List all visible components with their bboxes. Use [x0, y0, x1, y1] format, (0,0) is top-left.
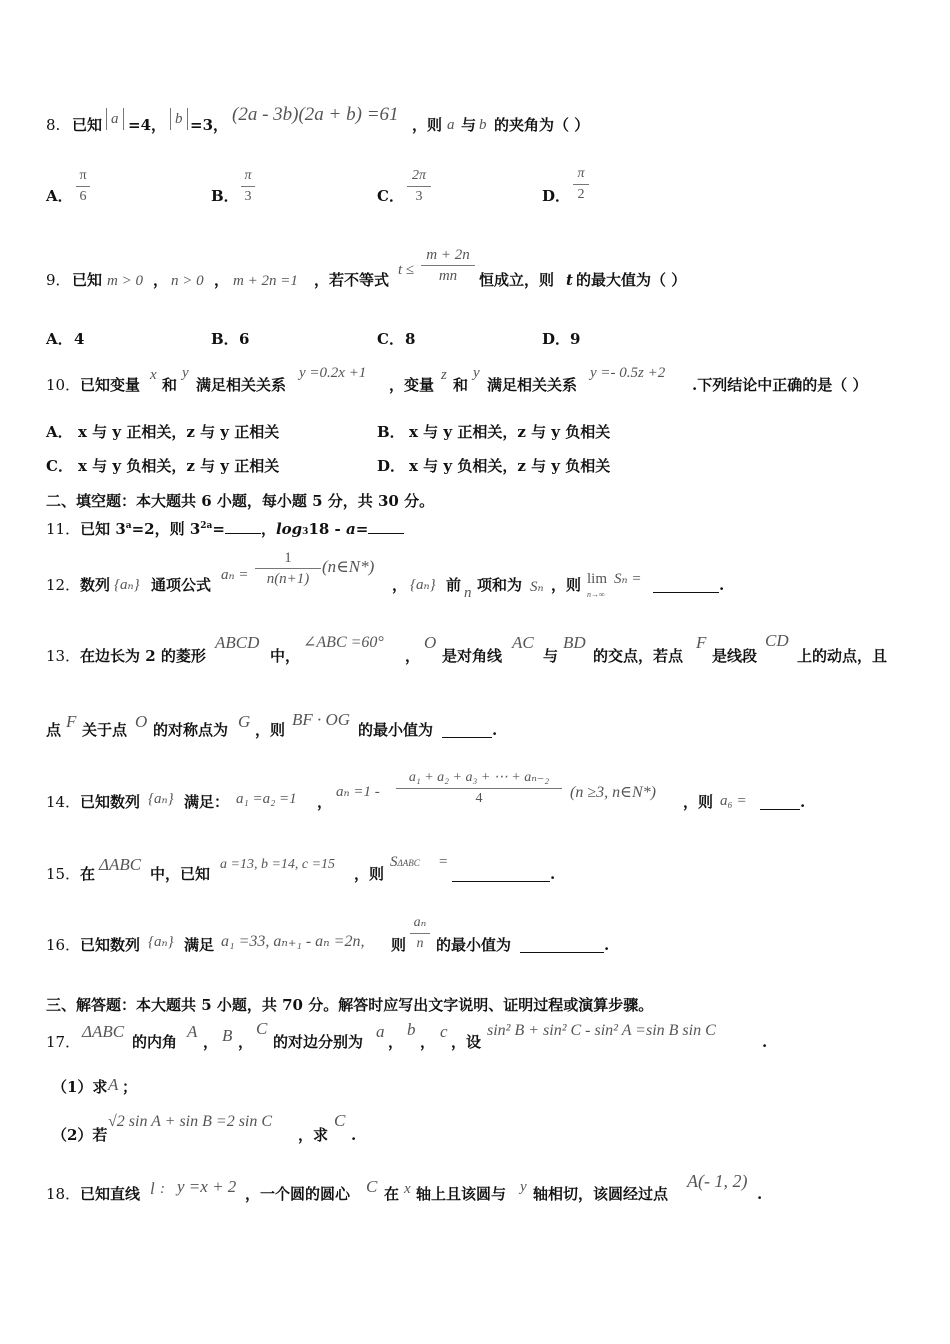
q13-O2: O [135, 712, 148, 731]
q8-option-b-den: 3 [244, 189, 252, 204]
q13-p6: 的交点，若点 [593, 647, 684, 665]
q10-option-d-label[interactable]: D． [377, 457, 406, 475]
q8-tail1: ，则 [412, 116, 443, 134]
q9-sep2: ， [214, 271, 230, 289]
q16-seq: {aₙ} [148, 934, 174, 950]
q9-option-b-value: 6 [239, 330, 250, 348]
q11-part-d: ， [260, 520, 276, 538]
q8-option-c-fraction [407, 168, 431, 205]
q14-fraction [396, 770, 562, 807]
q16-fraction-den: n [416, 936, 424, 951]
q18-l: l [150, 1179, 155, 1198]
q12-lim-S: Sₙ = [614, 571, 642, 587]
q14-a6: a₆ = [720, 793, 747, 809]
q11-part-b: =2，则 3 [131, 520, 201, 538]
q13-p2: 中， [270, 647, 301, 665]
q10-option-d-text: x 与 y 负相关，z 与 y 负相关 [409, 457, 611, 475]
q13-CD: CD [765, 631, 789, 650]
q16-end: . [604, 936, 610, 954]
q18-p1: 已知直线 [80, 1185, 141, 1203]
q15-number: 15． [46, 865, 81, 883]
q9-option-d-value: 9 [570, 330, 581, 348]
q13-p5: 与 [543, 647, 559, 665]
q15-cond: a =13, b =14, c =15 [220, 857, 336, 872]
q13-blank[interactable] [442, 721, 492, 738]
q10-option-a-label[interactable]: A． [46, 423, 73, 441]
q13-G: G [238, 712, 251, 731]
q8-option-b-num: π [244, 168, 252, 183]
q14-init: a₁ =a₂ =1 [236, 791, 297, 807]
q12-blank[interactable] [653, 576, 719, 593]
q12-fraction-den: n(n+1) [266, 571, 310, 587]
q8-option-a-label[interactable]: A． [46, 187, 73, 205]
q15-eq: = [438, 854, 449, 870]
q8-tail2: 的夹角为（ ） [494, 116, 590, 134]
q12-number: 12． [46, 576, 81, 594]
q12-lim: lim [587, 571, 608, 587]
q10-eq2: y =- 0.5z +2 [590, 365, 666, 381]
q17-number: 17． [46, 1033, 81, 1051]
q18-y: y [520, 1179, 527, 1195]
q10-option-c-label[interactable]: C． [46, 457, 73, 475]
q8-expression: (2a - 3b)(2a + b) =61 [232, 104, 399, 125]
q16-fraction-num: aₙ [413, 915, 427, 930]
q8-option-d-num: π [577, 166, 585, 181]
q12-var-n: n [464, 585, 472, 601]
q16-p3: 的最小值为 [436, 936, 512, 954]
q13-angle: ∠ABC =60° [303, 634, 384, 651]
q8-option-a-den: 6 [79, 189, 87, 204]
q17-p3: ，设 [451, 1033, 482, 1051]
q17-C: C [256, 1019, 268, 1038]
q12-lim-sub: n→∞ [587, 590, 605, 599]
q9-sep1: ， [153, 271, 169, 289]
q11-line [46, 516, 404, 542]
q13-end: . [492, 721, 498, 739]
q17-c4: ， [420, 1033, 436, 1051]
q10-option-c-text: x 与 y 负相关，z 与 y 正相关 [78, 457, 280, 475]
q12-front: 前 [446, 576, 462, 594]
q11-log-base: 3 [302, 527, 309, 537]
q17-end: . [762, 1033, 768, 1051]
q9-tail-b: 的最大值为（ ） [576, 271, 687, 289]
q8-option-d-den: 2 [577, 187, 585, 202]
q10-option-b-label[interactable]: B． [377, 423, 405, 441]
q13-p11: 的对称点为 [153, 721, 229, 739]
q16-cond: a₁ =33, aₙ₊₁ - aₙ =2n, [221, 933, 365, 950]
q18-number: 18． [46, 1185, 81, 1203]
q17-A: A [187, 1022, 198, 1041]
q16-fraction [410, 915, 430, 952]
q17-c2: ， [238, 1033, 254, 1051]
q12-fraction-num: 1 [284, 550, 292, 566]
q15-blank[interactable] [452, 865, 550, 882]
q11-part-h: = [355, 520, 369, 538]
q8-eq3: =3， [190, 116, 229, 134]
q18-end: . [757, 1185, 763, 1203]
q15-p3: ，则 [354, 865, 385, 883]
q17-B: B [222, 1026, 233, 1045]
q8-lead: 已知 [72, 116, 103, 134]
q9-option-c-value: 8 [405, 330, 416, 348]
q12-an: aₙ = [221, 567, 249, 583]
q11-sup-b: 2a [200, 521, 213, 531]
q14-an: aₙ =1 - [336, 784, 380, 800]
q17-part2-equation: √2 sin A + sin B =2 sin C [108, 1113, 273, 1130]
q13-p12: ，则 [255, 721, 286, 739]
q13-ABCD: ABCD [215, 633, 260, 652]
q18-x: x [404, 1181, 411, 1197]
q9-cond-n: n > 0 [171, 273, 204, 289]
q11-blank-2[interactable] [368, 517, 404, 534]
q8-abs-b: b [170, 108, 188, 130]
q13-BD: BD [563, 633, 586, 652]
q12-seq2: {aₙ} [410, 577, 436, 593]
q9-fraction-num: m + 2n [426, 247, 470, 263]
q10-number: 10． [46, 376, 81, 394]
q17-b: b [407, 1020, 416, 1039]
q8-option-c-den: 3 [415, 189, 423, 204]
q9-fraction-den: mn [438, 268, 458, 284]
q12-lead: 数列 [80, 576, 111, 594]
q10-option-b-text: x 与 y 正相关，z 与 y 负相关 [409, 423, 611, 441]
q8-vector-b: b [479, 117, 487, 133]
q12-seq: {aₙ} [114, 577, 140, 593]
q13-F: F [696, 633, 707, 652]
q8-option-c-label[interactable]: C． [377, 187, 404, 205]
q9-number: 9． [46, 271, 71, 289]
q14-comma: ， [317, 793, 333, 811]
q9-lead: 已知 [72, 271, 103, 289]
q15-end: . [550, 865, 556, 883]
q10-var-y: y [182, 365, 189, 381]
q13-O: O [424, 633, 437, 652]
q18-line-eq: y =x + 2 [177, 1177, 237, 1196]
q14-fraction-den: 4 [475, 791, 483, 806]
q8-number: 8. [46, 116, 61, 134]
q13-p7: 是线段 [712, 647, 758, 665]
q17-c: c [440, 1022, 448, 1041]
q9-tail-a: 恒成立，则 [479, 271, 555, 289]
q15-p2: 中，已知 [150, 865, 211, 883]
q13-p1: 在边长为 2 的菱形 [80, 647, 206, 665]
q14-end: . [800, 793, 806, 811]
q18-p4: 轴上且该圆与 [416, 1185, 507, 1203]
q18-point: A(- 1, 2) [687, 1171, 748, 1191]
q17-a: a [376, 1022, 385, 1041]
q9-fraction [421, 247, 475, 284]
q17-c1: ， [203, 1033, 219, 1051]
q18-colon: : [160, 1181, 165, 1197]
q14-seq: {aₙ} [148, 791, 174, 807]
q17-triangle: ΔABC [82, 1022, 125, 1041]
q12-end: . [719, 576, 725, 594]
q14-cond: (n ≥3, n∈N*) [570, 784, 656, 801]
q17-c3: ， [388, 1033, 404, 1051]
q9-var-t: t [566, 271, 573, 289]
q15-S-sub: ΔABC [397, 858, 420, 868]
q11-sup-a: a [125, 521, 132, 531]
q10-mid: ，变量 [389, 376, 435, 394]
q14-blank[interactable] [760, 793, 800, 810]
q9-option-b-label[interactable]: B． [211, 330, 239, 348]
q8-eq4: =4， [128, 116, 167, 134]
q18-p5: 轴相切，该圆经过点 [533, 1185, 669, 1203]
q18-p3: 在 [384, 1185, 400, 1203]
q13-dot-product: BF · OG [292, 710, 351, 729]
section-3-heading: 三、解答题：本大题共 5 小题，共 70 分。解答时应写出文字说明、证明过程或演算步骤。 [46, 996, 654, 1014]
q10-and1: 和 [162, 376, 178, 394]
q13-number: 13． [46, 647, 81, 665]
q8-option-d-fraction [573, 166, 589, 203]
q12-cond: (n∈N*) [322, 557, 375, 576]
q12-then: ，则 [551, 576, 582, 594]
q12-comma: ， [392, 576, 408, 594]
q10-var-y2: y [473, 365, 480, 381]
q8-option-b-label[interactable]: B． [211, 187, 239, 205]
q13-p4: 是对角线 [442, 647, 503, 665]
q10-rel1: 满足相关关系 [196, 376, 287, 394]
q10-var-z: z [441, 367, 447, 383]
q11-var-a: a [345, 520, 356, 538]
q8-option-a-num: π [79, 168, 87, 183]
q17-part1-A: A [108, 1075, 119, 1094]
q12-sum: 项和为 [477, 576, 523, 594]
q10-and2: 和 [453, 376, 469, 394]
q16-blank[interactable] [520, 936, 604, 953]
q10-tail: .下列结论中正确的是（ ） [692, 376, 868, 394]
q14-lead: 已知数列 [80, 793, 141, 811]
q9-option-a-value: 4 [74, 330, 85, 348]
q15-p1: 在 [80, 865, 96, 883]
q17-part2-mid: ，求 [298, 1126, 329, 1144]
q13-p3: ， [405, 647, 421, 665]
section-2-heading: 二、填空题：本大题共 6 小题，每小题 5 分，共 30 分。 [46, 492, 435, 510]
q17-part2-label: （2）若 [52, 1126, 108, 1144]
q9-option-a-label[interactable]: A． [46, 330, 73, 348]
q17-p1: 的内角 [132, 1033, 178, 1051]
q9-option-c-label[interactable]: C． [377, 330, 404, 348]
q13-p9: 点 [46, 721, 62, 739]
q10-eq1: y =0.2x +1 [299, 365, 367, 381]
q13-p10: 关于点 [82, 721, 128, 739]
q11-part-c: = [212, 520, 225, 538]
q11-number: 11． [46, 520, 81, 538]
q11-part-f: 18 - [308, 520, 346, 538]
q8-vector-a: a [447, 117, 455, 133]
q11-part-a: 已知 3 [80, 520, 126, 538]
q12-mid: 通项公式 [151, 576, 212, 594]
q16-lead: 已知数列 [80, 936, 141, 954]
q14-p2: ，则 [683, 793, 714, 811]
q9-sep3: ，若不等式 [314, 271, 390, 289]
q8-option-b-fraction [241, 168, 255, 205]
q9-option-d-label[interactable]: D． [542, 330, 571, 348]
q18-p2: ，一个圆的圆心 [245, 1185, 351, 1203]
q13-AC: AC [512, 633, 534, 652]
q8-option-d-label[interactable]: D． [542, 187, 571, 205]
q10-lead: 已知变量 [80, 376, 141, 394]
q8-mid: 与 [461, 116, 477, 134]
q16-number: 16． [46, 936, 81, 954]
q10-var-x: x [150, 367, 157, 383]
q17-equation: sin² B + sin² C - sin² A =sin B sin C [487, 1022, 716, 1039]
q14-fraction-num: a₁ + a₂ + a₃ + ⋯ + aₙ₋₂ [408, 770, 550, 785]
q17-part1-end: ； [122, 1078, 138, 1096]
q13-p8: 上的动点，且 [797, 647, 888, 665]
q10-rel2: 满足相关关系 [487, 376, 578, 394]
q9-cond-m: m > 0 [107, 273, 143, 289]
q13-p13: 的最小值为 [358, 721, 434, 739]
q11-blank-1[interactable] [225, 517, 261, 534]
q11-log: log [275, 520, 303, 538]
q8-option-a-fraction [76, 168, 90, 205]
q9-cond-sum: m + 2n =1 [233, 273, 298, 289]
q14-number: 14． [46, 793, 81, 811]
q8-option-c-num: 2π [411, 168, 426, 183]
q16-p2: 则 [391, 936, 407, 954]
q9-inequality: t ≤ [398, 262, 415, 278]
q18-C: C [366, 1177, 378, 1196]
q15-triangle: ΔABC [99, 855, 142, 874]
q12-Sn: Sₙ [530, 579, 544, 595]
q14-p1: 满足： [184, 793, 230, 811]
q8-abs-a: a [106, 108, 124, 130]
q17-part1-label: （1）求 [52, 1078, 108, 1096]
q17-part2-C: C [334, 1111, 346, 1130]
q17-part2-end: . [351, 1126, 357, 1144]
q15-area [390, 853, 420, 872]
q12-fraction [255, 550, 321, 587]
q15-S: S [390, 854, 398, 870]
q16-p1: 满足 [184, 936, 215, 954]
q17-p2: 的对边分别为 [273, 1033, 364, 1051]
q10-option-a-text: x 与 y 正相关，z 与 y 正相关 [78, 423, 280, 441]
q13-F2: F [66, 712, 77, 731]
